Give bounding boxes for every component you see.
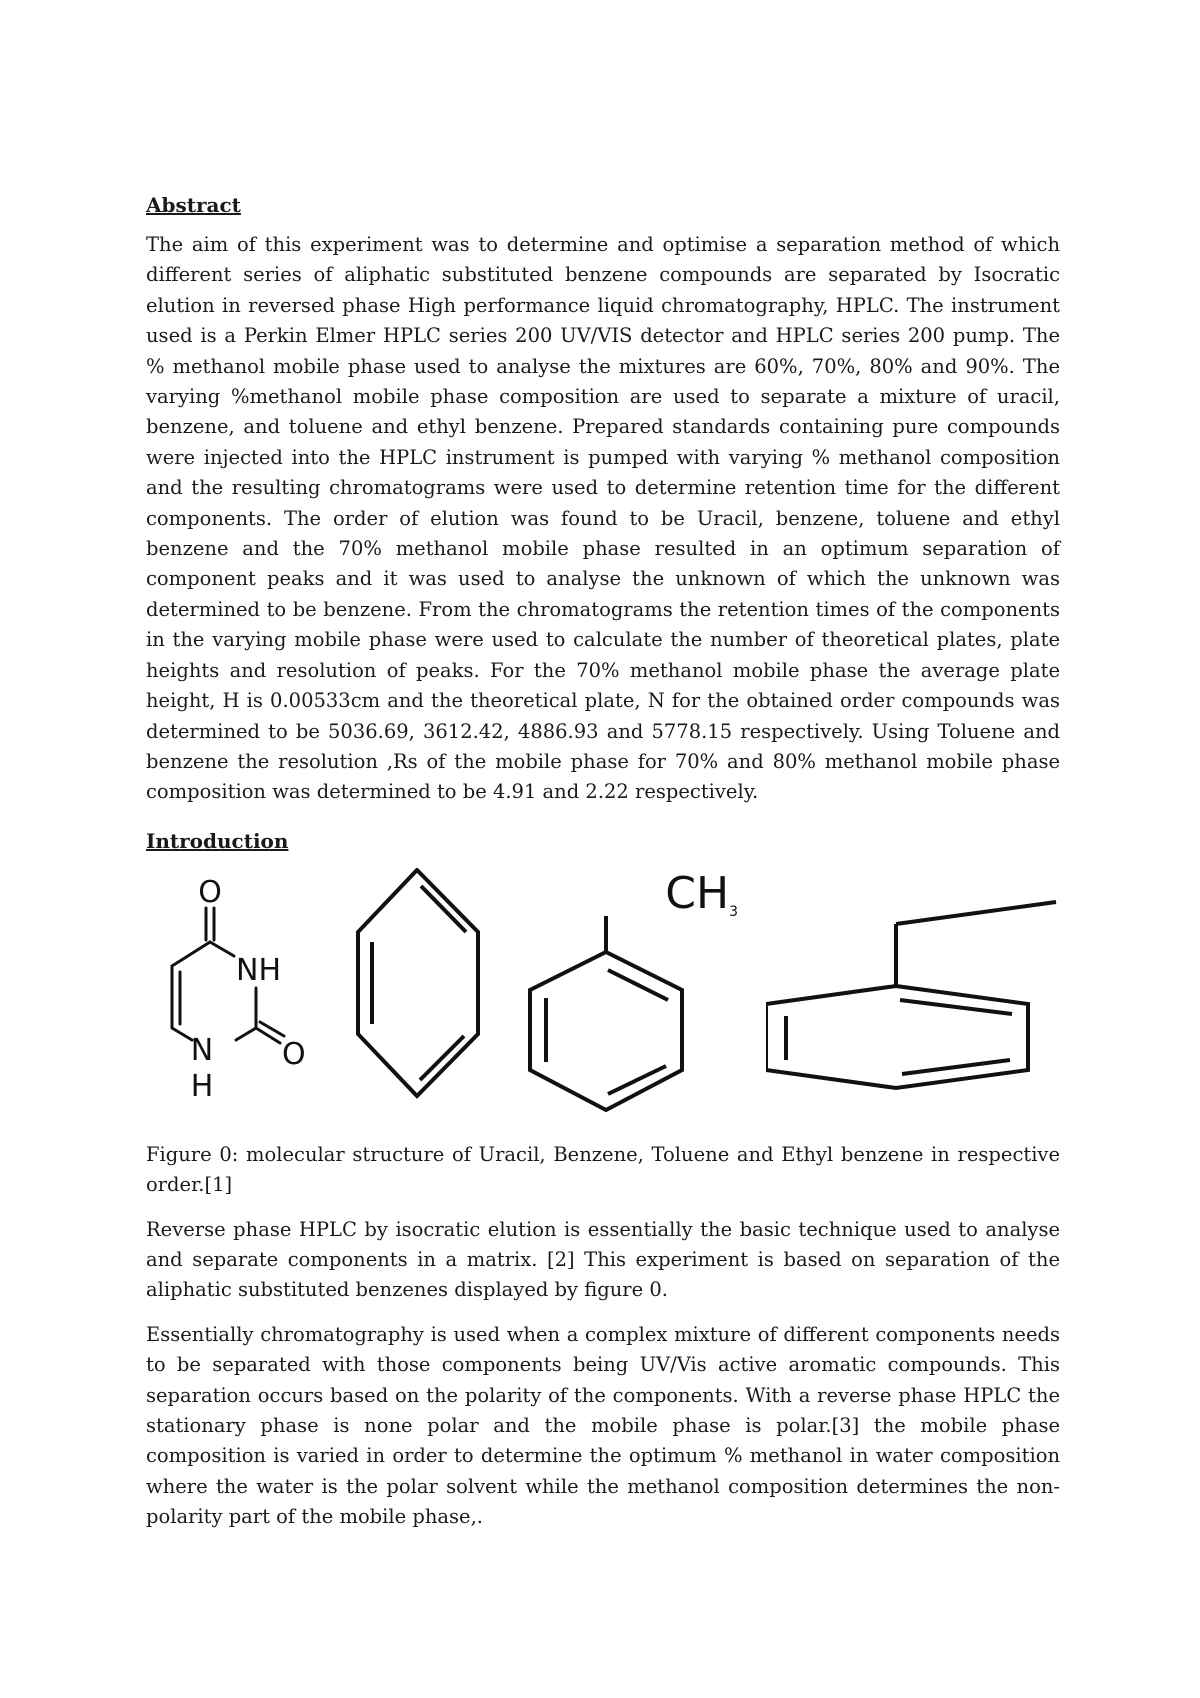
toluene-ch3-label: CH3 (665, 867, 738, 920)
uracil-o-top-label: O (198, 874, 222, 910)
uracil-h-label: H (190, 1068, 214, 1104)
figure-caption: Figure 0: molecular structure of Uracil, Benzene, Toluene and Ethyl benzene in respective order.[1] (146, 1142, 1060, 1197)
introduction-heading: Introduction (146, 828, 289, 853)
benzene-structure (356, 868, 496, 1118)
uracil-n-label: N (190, 1032, 214, 1068)
document-page (146, 190, 1060, 1547)
toluene-structure (502, 868, 742, 1118)
ethyl-benzene-structure (766, 868, 1066, 1118)
uracil-structure (146, 868, 316, 1118)
abstract-heading: Abstract (146, 193, 241, 217)
uracil-nh-label: NH (236, 952, 281, 988)
abstract-body: The aim of this experiment was to determine and optimise a separation method of which different series of aliphatic substituted benzene compounds are separated by Isocratic elution in reversed phase High performance liquid chromatography, HPLC. The instrument used is a Perkin Elmer HPLC series 200 UV/VIS detector and HPLC series 200 pump. The % methanol mobile phase used to analyse the mixtures are 60%, 70%, 80% and 90%. The varying %methanol mobile phase composition are used to separate a mixture of uracil, benzene, and toluene and ethyl benzene. Prepared standards containing pure compounds were injected into the HPLC instrument is pumped with varying % methanol composition and the resulting chromatograms were used to determine retention time for the different components. The order of elution was found to be Uracil, benzene, toluene and ethyl benzene and the 70% methanol mobile phase resulted in an optimum separation of component peaks and it was used to analyse the unknown of which the unknown was determined to be benzene. From the chromatograms the retention times of the components in the varying mobile phase were used to calculate the number of theoretical plates, plate heights and resolution of peaks. For the 70% methanol mobile phase the average plate height, H is 0.00533cm and the theoretical plate, N for the obtained order compounds was determined to be 5036.69, 3612.42, 4886.93 and 5778.15 respectively. Using Toluene and benzene the resolution ,Rs of the mobile phase for 70% and 80% methanol mobile phase composition was determined to be 4.91 and 2.22 respectively. (146, 233, 1060, 804)
uracil-o-right-label: O (282, 1036, 306, 1072)
intro-paragraph-2: Essentially chromatography is used when a complex mixture of different components needs to be separated with those components being UV/Vis active aromatic compounds. This separation occurs based on the polarity of the components. With a reverse phase HPLC the stationary phase is none polar and the mobile phase is polar.[3] the mobile phase composition is varied in order to determine the optimum % methanol in water composition where the water is the polar solvent while the methanol composition determines the non-polarity part of the mobile phase,. (146, 1322, 1060, 1529)
molecular-structures-figure (146, 868, 1060, 1118)
intro-paragraph-1: Reverse phase HPLC by isocratic elution is essentially the basic technique used to analyse and separate components in a matrix. [2] This experiment is based on separation of the aliphatic substituted benzenes displayed by figure 0. (146, 1217, 1060, 1302)
